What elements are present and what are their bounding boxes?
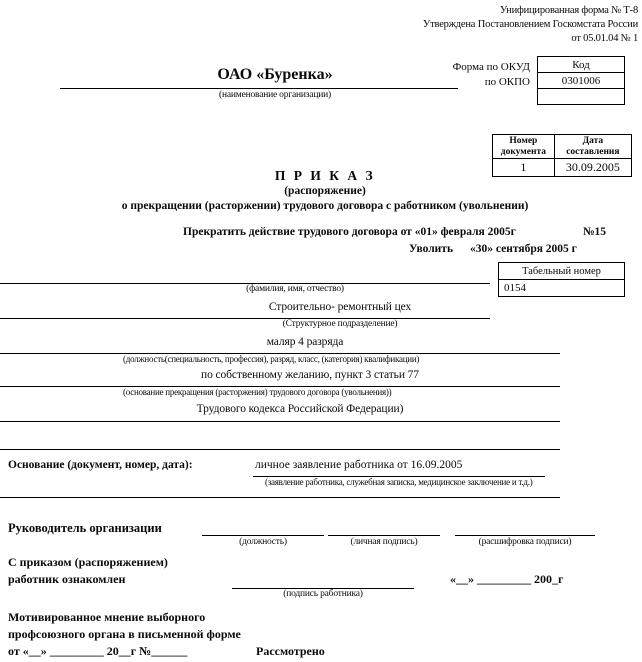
head-signature-caption: (личная подпись) <box>350 537 418 547</box>
doc-number-header <box>493 135 555 159</box>
head-of-organization-label: Руководитель организации <box>8 521 162 535</box>
union-opinion-line-2: профсоюзного органа в письменной форме <box>8 627 241 641</box>
acknowledgement-date-stub: «__» _________ 200_г <box>450 572 564 586</box>
blank-rule-1 <box>0 449 560 450</box>
dismiss-date: «30» сентября 2005 г <box>470 243 577 255</box>
form-header-line-2: Утверждена Постановлением Госкомстата России <box>422 19 638 30</box>
personnel-number-header: Табельный номер <box>499 263 625 280</box>
doc-date-value: 30.09.2005 <box>554 159 631 177</box>
acknowledgement-line-1: С приказом (распоряжением) <box>8 555 168 569</box>
blank-rule-2 <box>0 497 560 498</box>
employee-position: маляр 4 разряда <box>266 336 344 348</box>
labor-code-rule <box>0 421 560 422</box>
form-header-line-1: Унифицированная форма № Т-8 <box>499 5 638 16</box>
basis-value: личное заявление работника от 16.09.2005 <box>255 459 463 471</box>
personnel-number-value: 0154 <box>499 280 625 297</box>
doc-number-header-line1: Номер <box>509 136 538 146</box>
employee-department-caption: (Структурное подразделение) <box>282 319 398 329</box>
doc-date-header <box>554 135 631 159</box>
organization-caption: (наименование организации) <box>219 90 331 100</box>
employee-department: Строительно- ремонтный цех <box>268 301 412 313</box>
employee-signature-caption: (подпись работника) <box>283 589 363 599</box>
code-table <box>537 56 625 105</box>
termination-reason-caption: (основание прекращения (расторжения) трудового договора (увольнения)) <box>123 387 392 397</box>
code-table-header: Код <box>538 57 625 73</box>
union-opinion-status: Рассмотрено <box>256 644 325 658</box>
employee-name-caption: (фамилия, имя, отчество) <box>246 284 344 294</box>
head-position-signature-rule <box>202 535 324 536</box>
code-okud-value: 0301006 <box>538 73 625 89</box>
termination-reason: по собственному желанию, пункт 3 статьи 77 <box>201 369 419 381</box>
doc-date-header-line2: составления <box>566 147 620 157</box>
code-okpo-value <box>538 89 625 105</box>
contract-number: №15 <box>583 226 607 238</box>
order-title-description: о прекращении (расторжении) трудового договора с работником (увольнении) <box>121 200 529 212</box>
terminate-contract-text: Прекратить действие трудового договора от «01» февраля 2005г <box>183 226 516 238</box>
organization-name: ОАО «Буренка» <box>217 66 333 83</box>
employee-position-caption: (должность(специальность, профессия), разряд, класс, (категория) квалификации) <box>123 354 420 364</box>
labor-code-reference: Трудового кодекса Российской Федерации) <box>196 403 404 415</box>
personnel-number-table <box>498 262 625 297</box>
form-header-line-3: от 05.01.04 № 1 <box>571 33 638 44</box>
doc-number-value: 1 <box>493 159 555 177</box>
dismiss-label: Уволить <box>409 243 454 255</box>
order-title-sub: (распоряжение) <box>284 185 366 197</box>
head-signature-rule <box>328 535 440 536</box>
organization-rule <box>60 88 458 89</box>
basis-label: Основание (документ, номер, дата): <box>8 459 193 471</box>
head-transcript-rule <box>455 535 595 536</box>
okpo-label: по ОКПО <box>484 76 530 88</box>
union-opinion-line-3: от «__» _________ 20__г №______ <box>8 644 188 658</box>
basis-caption: (заявление работника, служебная записка, медицинское заключение и т.д.) <box>265 477 533 487</box>
head-position-caption: (должность) <box>239 537 287 547</box>
acknowledgement-line-2: работник ознакомлен <box>8 572 126 586</box>
doc-number-header-line2: документа <box>500 147 546 157</box>
doc-date-header-line1: Дата <box>582 136 604 146</box>
okud-label: Форма по ОКУД <box>452 61 530 73</box>
head-transcript-caption: (расшифровка подписи) <box>478 537 572 547</box>
union-opinion-line-1: Мотивированное мнение выборного <box>8 610 206 624</box>
document-number-table <box>492 134 632 177</box>
order-title: П Р И К А З <box>274 168 376 183</box>
employee-name <box>190 262 400 274</box>
